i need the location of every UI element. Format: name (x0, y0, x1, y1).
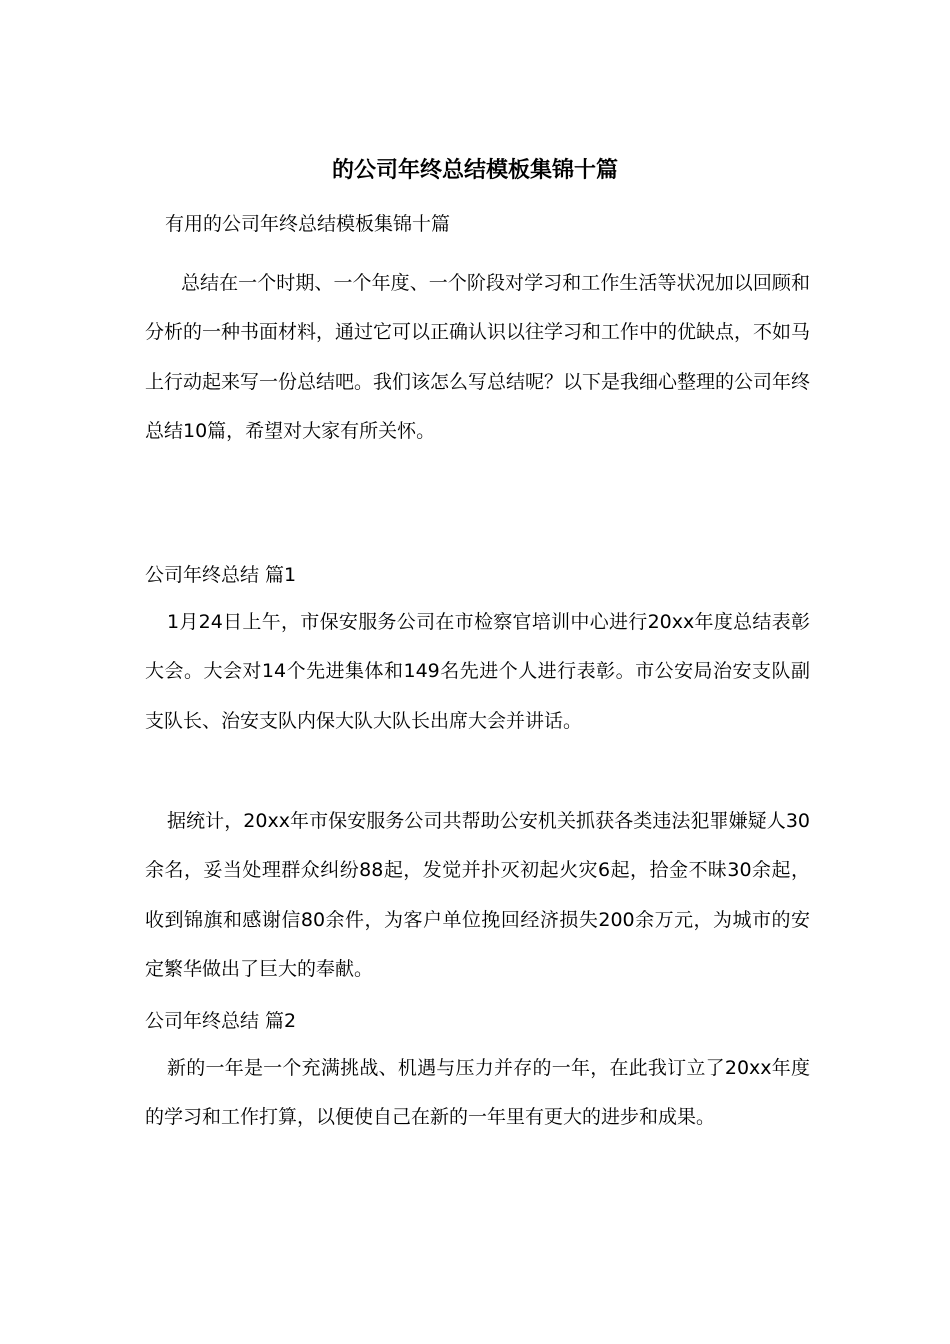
section-1-paragraph-2: 据统计，20xx年市保安服务公司共帮助公安机关抓获各类违法犯罪嫌疑人30余名，妥当处理群众纠纷88起，发觉并扑灭初起火灾6起，拾金不昧30余起，收到锦旗和感谢信80余件，为客户单位挽回经济损失200余万元，为城市的安定繁华做出了巨大的奉献。 (145, 810, 810, 981)
document-title: 的公司年终总结模板集锦十篇 (331, 158, 618, 183)
document-subtitle: 有用的公司年终总结模板集锦十篇 (165, 213, 451, 235)
intro-paragraph: 总结在一个时期、一个年度、一个阶段对学习和工作生活等状况加以回顾和分析的一种书面材料，通过它可以正确认识以往学习和工作中的优缺点，不如马上行动起来写一份总结吧。我们该怎么写总结呢？以下是我细心整理的公司年终总结10篇，希望对大家有所关怀。 (145, 272, 811, 443)
section-2-paragraph-1: 新的一年是一个充满挑战、机遇与压力并存的一年，在此我订立了20xx年度的学习和工作打算，以便使自己在新的一年里有更大的进步和成果。 (145, 1057, 810, 1129)
section-heading-1: 公司年终总结 篇1 (145, 564, 297, 586)
section-heading-2: 公司年终总结 篇2 (145, 1010, 297, 1032)
section-1-paragraph-1: 1月24日上午，市保安服务公司在市检察官培训中心进行20xx年度总结表彰大会。大会对14个先进集体和149名先进个人进行表彰。市公安局治安支队副支队长、治安支队内保大队大队长出席大会并讲话。 (145, 611, 810, 732)
